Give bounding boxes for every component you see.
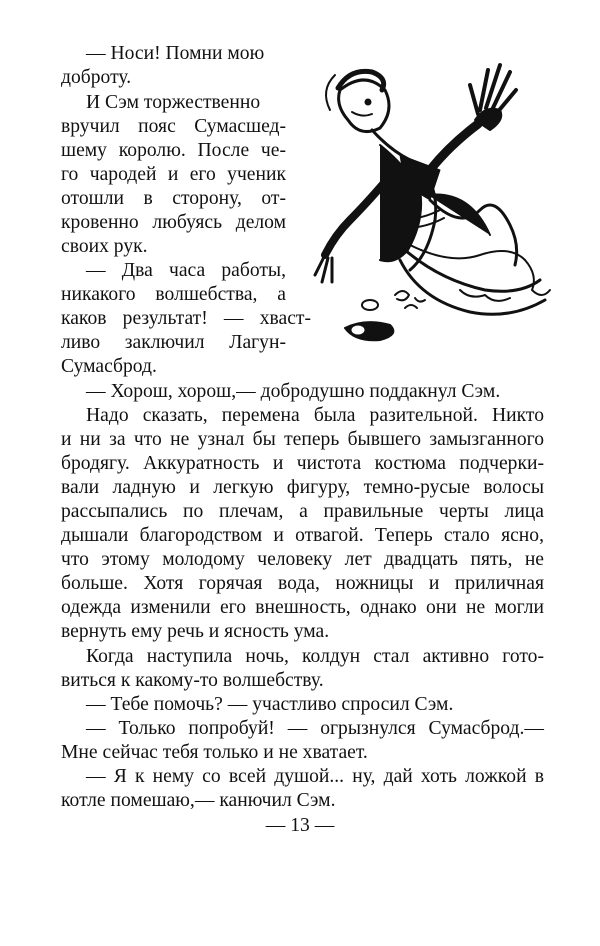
text-line: одежда изменили его внешность, однако они не могли xyxy=(61,597,544,618)
text-line: и ни за что не узнал бы теперь бывшего замызганного xyxy=(61,429,544,450)
text-line: — Носи! Помни мою xyxy=(86,43,265,64)
text-line: шему королю. После че- xyxy=(61,140,286,161)
text-line: доброту. xyxy=(61,67,132,88)
text-line: кровенно любуясь делом xyxy=(61,212,286,233)
text-line: вручил пояс Сумасшед- xyxy=(61,116,286,137)
text-line: вернуть ему речь и ясность ума. xyxy=(61,621,330,642)
text-line: никакого волшебства, а xyxy=(61,284,286,305)
text-line: бродягу. Аккуратность и чистота костюма подчерки- xyxy=(61,453,544,474)
text-line: И Сэм торжественно xyxy=(86,92,261,113)
text-line: каков результат! — хваст- xyxy=(61,308,311,329)
text-line: — Тебе помочь? — участливо спросил Сэм. xyxy=(86,694,454,715)
text-line: — Я к нему со всей душой... ну, дай хоть ложкой в xyxy=(86,766,544,787)
text-line: Мне сейчас тебя только и не хватает. xyxy=(61,742,368,763)
text-line: го чародей и его ученик xyxy=(61,164,286,185)
text-line: своих рук. xyxy=(61,236,148,257)
text-line: Надо сказать, перемена была разительной. Никто xyxy=(86,405,544,426)
text-line: что этому молодому человеку лет двадцать пять, не xyxy=(61,549,544,570)
text-line: котле помешаю,— канючил Сэм. xyxy=(61,790,336,811)
text-line: виться к какому-то волшебству. xyxy=(61,670,324,691)
text-line: дышали благородством и отвагой. Теперь стало ясно, xyxy=(61,525,544,546)
text-line: ливо заключил Лагун- xyxy=(61,332,286,353)
text-line: — Хорош, хорош,— добродушно поддакнул Сэм. xyxy=(86,381,501,402)
text-line: Сумасброд. xyxy=(61,356,157,377)
text-line: — Только попробуй! — огрызнулся Сумасброд.— xyxy=(86,718,544,739)
text-line: отошли в сторону, от- xyxy=(61,188,286,209)
illustration-dancing-figure xyxy=(310,50,560,350)
text-line: вали ладную и легкую фигуру, темно-русые волосы xyxy=(61,477,544,498)
text-line: рассыпались по плечам, а правильные черты лица xyxy=(61,501,544,522)
text-line: Когда наступила ночь, колдун стал активно гото- xyxy=(86,646,544,667)
text-line: — Два часа работы, xyxy=(86,260,286,281)
page-number: — 13 — xyxy=(265,815,335,836)
text-line: больше. Хотя горячая вода, ножницы и приличная xyxy=(61,573,544,594)
